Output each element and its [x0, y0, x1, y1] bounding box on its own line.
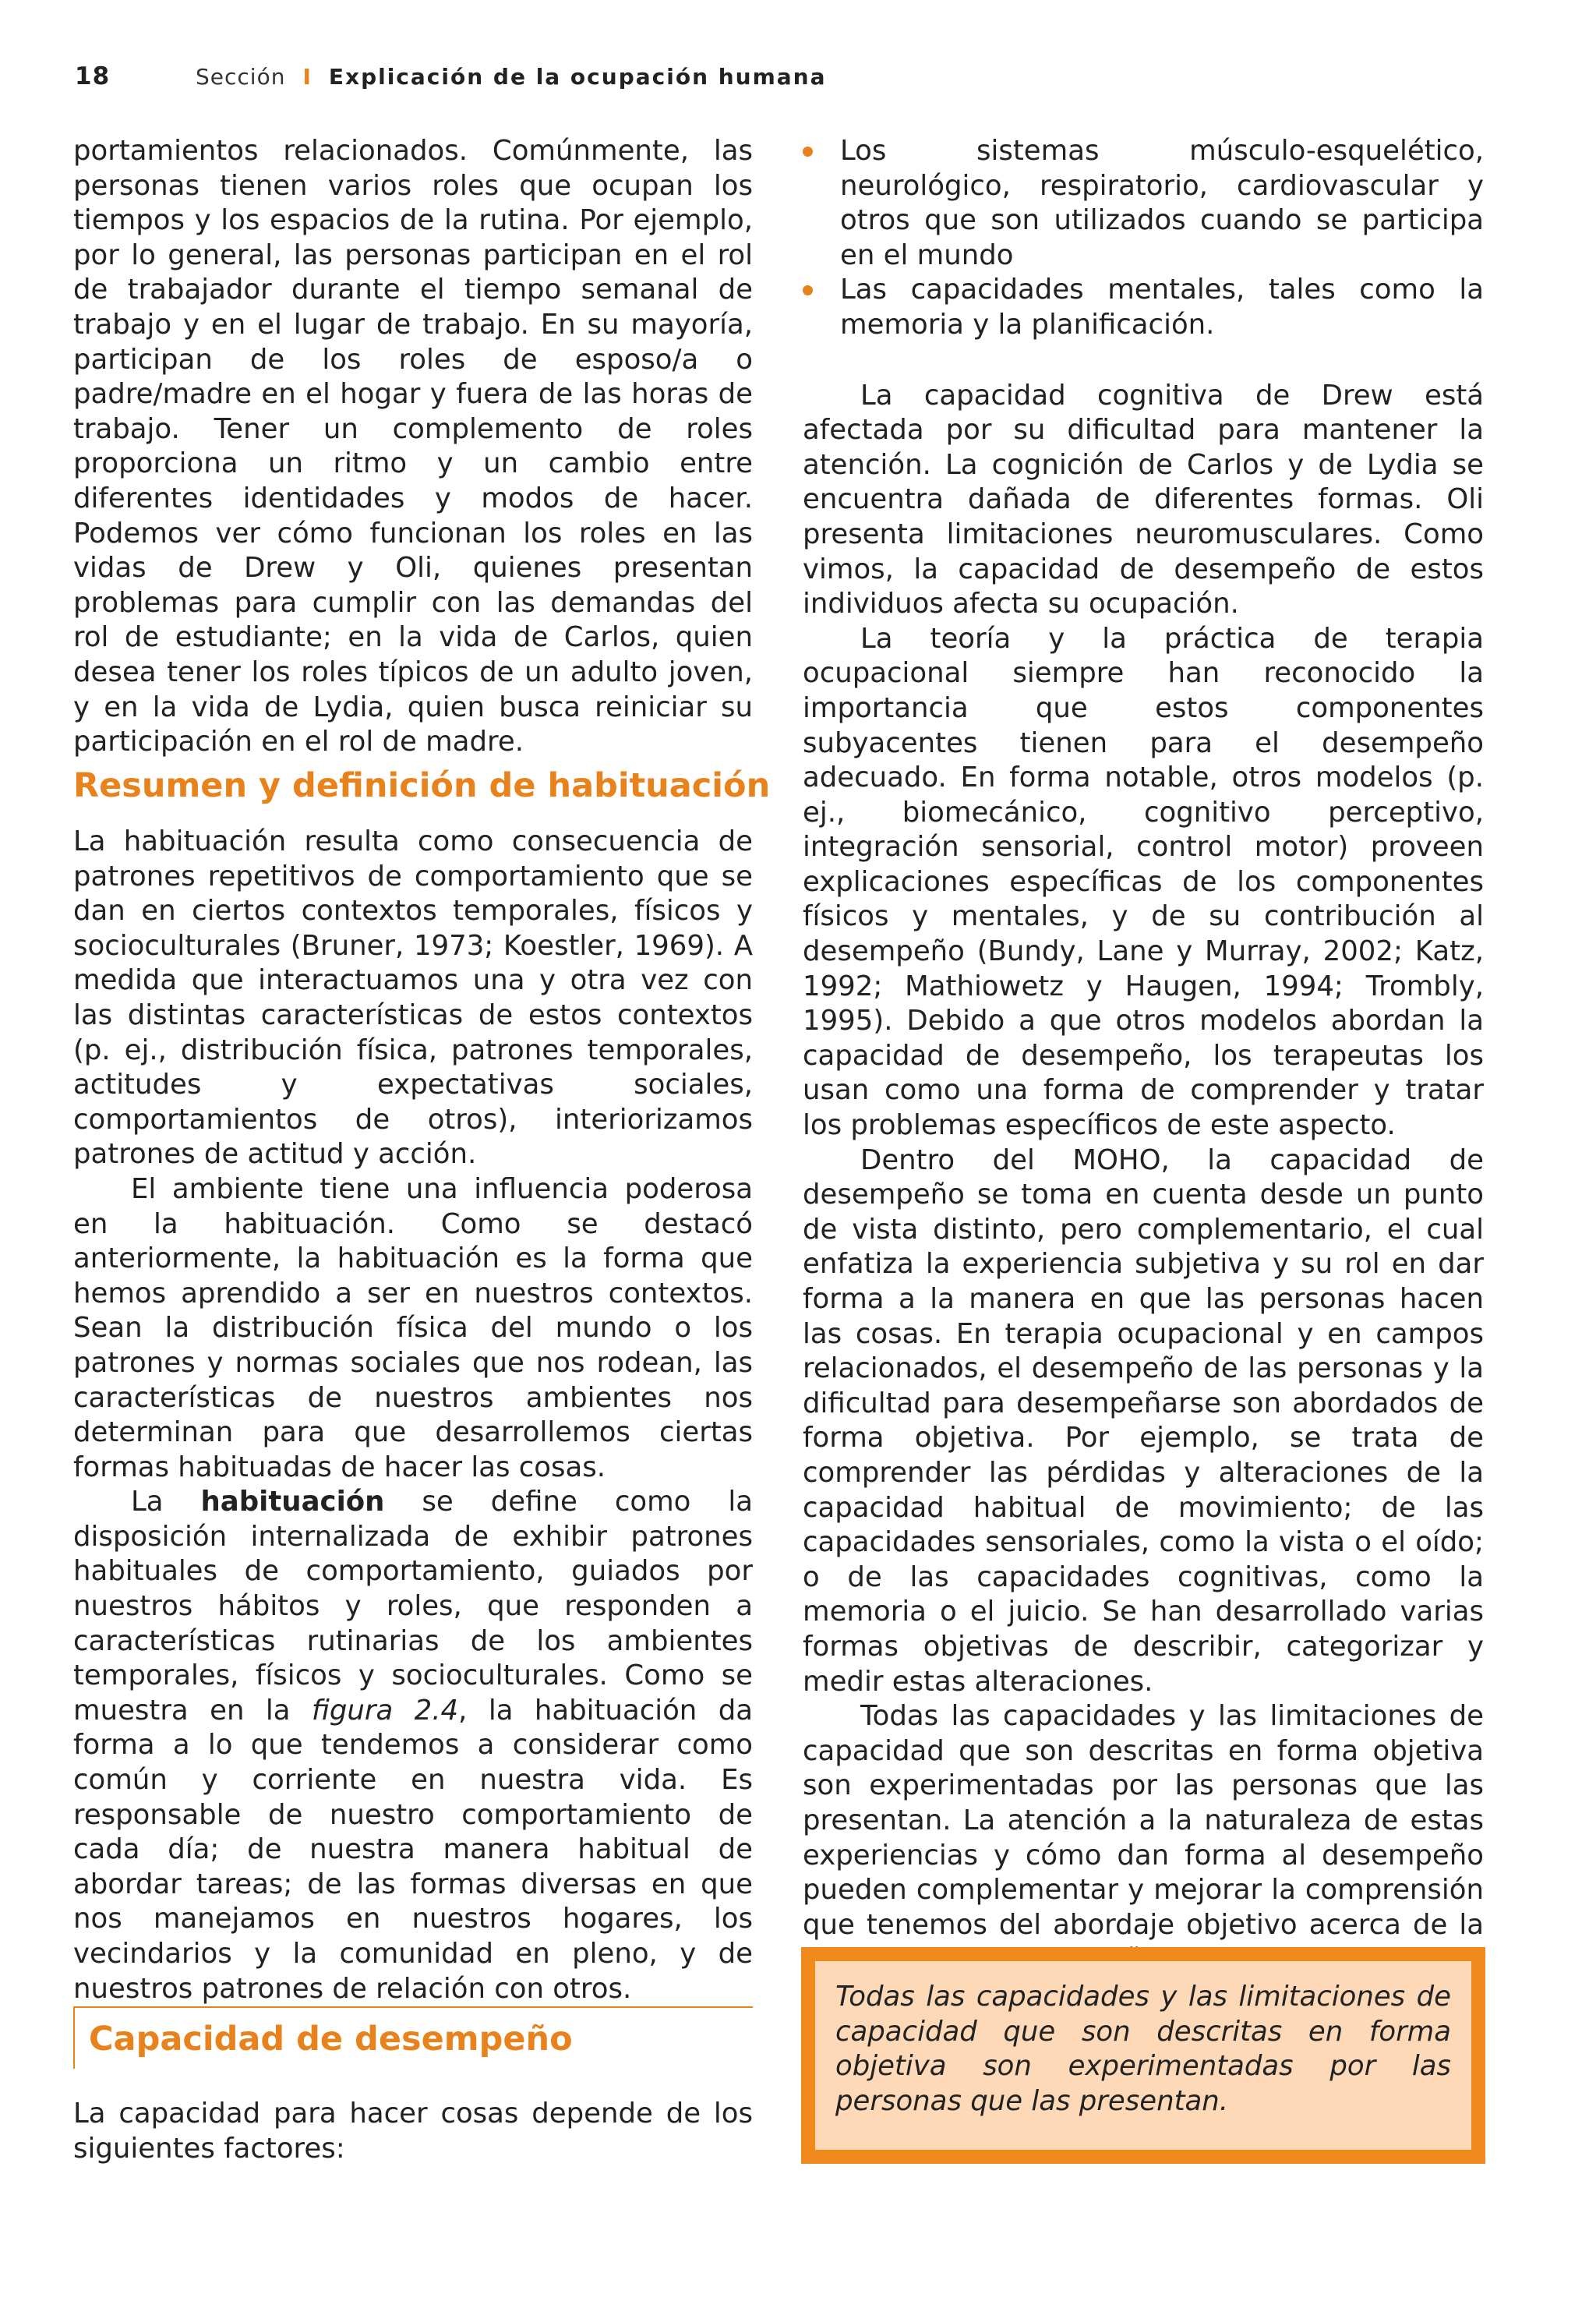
section-heading-box	[73, 2006, 753, 2069]
body-paragraph: La habituación resulta como consecuencia de patrones repetitivos de comportamiento que se dan en ciertos contextos temporales, físicos y socioculturales (Bruner, 1973; Koestler, 1969). A medida que interactuamos una y otra vez con las distintas características de estos contextos (p. ej., distribución física, patrones temporales, actitudes y expectativas sociales, comportamientos de otros), interiorizamos patrones de actitud y acción.	[73, 825, 753, 1171]
list-item	[803, 273, 1484, 342]
resumen-body	[73, 825, 753, 2006]
body-paragraph: La capacidad para hacer cosas depende de los siguientes factores:	[73, 2098, 753, 2165]
text-run: , la habituación da forma a lo que tendemos a considerar como común y corriente en nuestra vida. Es responsable de nuestro comportamiento de cada día; de nuestra manera habitual de abordar tareas; de las formas diversas en que nos manejamos en nuestros hogares, los vecindarios y la comunidad en pleno, y de nuestros patrones de relación con otros.	[73, 1694, 754, 2005]
body-paragraph: Dentro del MOHO, la capacidad de desempeño se toma en cuenta desde un punto de vista distinto, pero complementario, el cual enfatiza la experiencia subjetiva y su rol en dar forma a la manera en que las personas hacen las cosas. En terapia ocupacional y en campos relacionados, el desempeño de las personas y la dificultad para desempeñarse son abordados de forma objetiva. Por ejemplo, se trata de comprender las pérdidas y alteraciones de la capacidad habitual de movimiento; de las capacidades sensoriales, como la vista o el oído; o de las capacidades cognitivas, como la memoria o el juicio. Se han desarrollado varias formas objetivas de describir, categorizar y medir estas alteraciones.	[803, 1143, 1484, 1698]
body-paragraph: El ambiente tiene una influencia poderosa en la habituación. Como se destacó anteriormente, la habituación es la forma que hemos aprendido a ser en nuestros contextos. Sean la distribución física del mundo o los patrones y normas sociales que nos rodean, las características de nuestros ambientes nos determinan para que desarrollemos ciertas formas habituadas de hacer las cosas.	[73, 1172, 753, 1483]
running-header	[75, 61, 827, 92]
list-item-text: Las capacidades mentales, tales como la memoria y la planificación.	[840, 274, 1484, 341]
section-number: I	[302, 63, 312, 90]
figure-reference: figura 2.4	[311, 1694, 459, 1727]
right-column	[803, 134, 1484, 1978]
body-paragraph: portamientos relacionados. Comúnmente, las personas tienen varios roles que ocupan los tiempos y los espacios de la rutina. Por ejemplo, por lo general, las personas participan en el rol de trabajador durante el tiempo semanal de trabajo y en el lugar de trabajo. En su mayoría, participan de los roles de esposo/a o padre/madre en el hogar y fuera de las horas de trabajo. Tener un complemento de roles proporciona un ritmo y un cambio entre diferentes identidades y modos de hacer. Podemos ver cómo funcionan los roles en las vidas de Drew y Oli, quienes presentan problemas para cumplir con las demandas del rol de estudiante; en la vida de Carlos, quien desea tener los roles típicos de un adulto joven, y en la vida de Lydia, quien busca reiniciar su participación en el rol de madre.	[73, 135, 753, 758]
body-paragraph: Todas las capacidades y las limitaciones de capacidad que son descritas en forma objetiva son experimentadas por las personas que las presentan. La atención a la naturaleza de estas experiencias y cómo dan forma al desempeño pueden complementar y mejorar la comprensión que tenemos del abordaje objetivo acerca de la	[803, 1700, 1484, 1941]
list-item-text: Los sistemas músculo-esquelético, neurológico, respiratorio, cardiovascular y otros que son utilizados cuando se participa en el mundo	[840, 135, 1484, 271]
section-heading-resumen: Resumen y definición de habituación	[73, 766, 771, 805]
body-paragraph	[73, 1485, 753, 2006]
body-paragraph: La teoría y la práctica de terapia ocupacional siempre han reconocido la importancia que estos componentes subyacentes tienen para el desempeño adecuado. En forma notable, otros modelos (p. ej., biomecánico, cognitivo perceptivo, integración sensorial, control motor) proveen explicaciones específicas de los componentes físicos y mentales, y de su contribución al desempeño (Bundy, Lane y Murray, 2002; Katz, 1992; Mathiowetz y Haugen, 1994; Trombly, 1995). Debido a que otros modelos abordan la capacidad de desempeño, los terapeutas los usan como una forma de comprender y tratar los problemas específicos de este aspecto.	[803, 622, 1484, 1142]
chapter-title: Explicación de la ocupación humana	[328, 63, 827, 90]
pull-quote-text: Todas las capacidades y las limitaciones de capacidad que son descritas en forma objetiva son experimentadas por las personas que las presentan.	[815, 1961, 1471, 2150]
bullet-icon	[803, 147, 813, 157]
right-body	[803, 379, 1484, 1978]
body-paragraph: La capacidad cognitiva de Drew está afectada por su dificultad para mantener la atención. La cognición de Carlos y de Lydia se encuentra dañada de diferentes formas. Oli presenta limitaciones neuromusculares. Como vimos, la capacidad de desempeño de estos individuos afecta su ocupación.	[803, 379, 1484, 620]
factor-list	[803, 134, 1484, 343]
section-label: Sección	[196, 63, 286, 90]
defined-term: habituación	[200, 1486, 385, 1518]
capacidad-intro	[73, 2097, 753, 2166]
text-run: La	[131, 1486, 201, 1518]
left-column	[73, 134, 753, 760]
list-item	[803, 134, 1484, 273]
bullet-icon	[803, 285, 813, 295]
pull-quote-box	[801, 1947, 1485, 2164]
text-run: se define como la disposición internalizada de exhibir patrones habituales de comportamiento, guiados por nuestros hábitos y roles, que responden a características rutinarias de los ambientes temporales, físicos y socioculturales. Como se muestra en la	[73, 1486, 753, 1727]
page-number: 18	[75, 62, 111, 90]
section-heading-capacidad: Capacidad de desempeño	[89, 2020, 573, 2059]
